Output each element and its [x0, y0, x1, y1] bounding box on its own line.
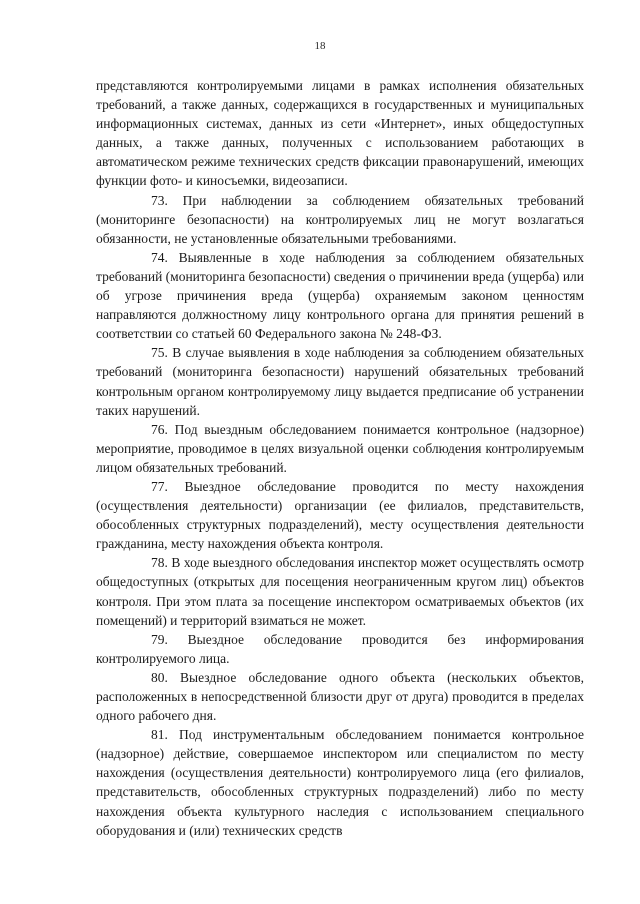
page-number: 18 [314, 40, 326, 52]
paragraph-80: 80. Выездное обследование одного объекта (нескольких объектов, расположенных в непосредственной близости друг от друга) проводится в пределах одного рабочего дня. [96, 669, 584, 724]
paragraph-78: 78. В ходе выездного обследования инспектор может осуществлять осмотр общедоступных (открытых для посещения неограниченным кругом лиц) объектов контроля. При этом плата за посещение инспектором осматриваемых объектов (их помещений) и территорий взиматься не может. [96, 555, 584, 628]
paragraph-73: 73. При наблюдении за соблюдением обязательных требований (мониторинге безопасности) на контролируемых лиц не могут возлагаться обязанности, не установленные обязательными требованиями. [96, 192, 584, 246]
paragraph-79: 79. Выездное обследование проводится без информирования контролируемого лица. [96, 631, 584, 666]
paragraph-74: 74. Выявленные в ходе наблюдения за соблюдением обязательных требований (мониторинга безопасности) сведения о причинении вреда (ущерба) или об угрозе причинения вреда (ущерба) охраняемым законом ценностям направляются должностному лицу контрольного органа для принятия решений в соответствии со статьей 60 Федерального закона № 248-ФЗ. [96, 249, 584, 342]
paragraph-75: 75. В случае выявления в ходе наблюдения за соблюдением обязательных требований (мониторинга безопасности) нарушений обязательных требований контрольным органом контролируемому лицу выдается предписание об устранении таких нарушений. [96, 345, 584, 418]
paragraph-77: 77. Выездное обследование проводится по месту нахождения (осуществления деятельности) организации (ее филиалов, представительств, обособленных структурных подразделений), месту осуществления деятельности гражданина, месту нахождения объекта контроля. [96, 478, 584, 552]
document-body [96, 76, 584, 840]
paragraph-76: 76. Под выездным обследованием понимается контрольное (надзорное) мероприятие, проводимое в целях визуальной оценки соблюдения контролируемым лицом обязательных требований. [96, 421, 584, 475]
paragraph-continuation: представляются контролируемыми лицами в рамках исполнения обязательных требований, а также данных, содержащихся в государственных и муниципальных информационных системах, данных из сети «Интернет», иных общедоступных данных, а также данных, полученных с использованием работающих в автоматическом режиме технических средств фиксации правонарушений, имеющих функции фото- и киносъемки, видеозаписи. [96, 78, 584, 189]
paragraph-81: 81. Под инструментальным обследованием понимается контрольное (надзорное) действие, совершаемое инспектором или специалистом по месту нахождения (осуществления деятельности) контролируемого лица (его филиалов, представительств, обособленных структурных подразделений) либо по месту нахождения объекта культурного наследия с использованием специального оборудования и (или) технических средств [96, 727, 584, 838]
